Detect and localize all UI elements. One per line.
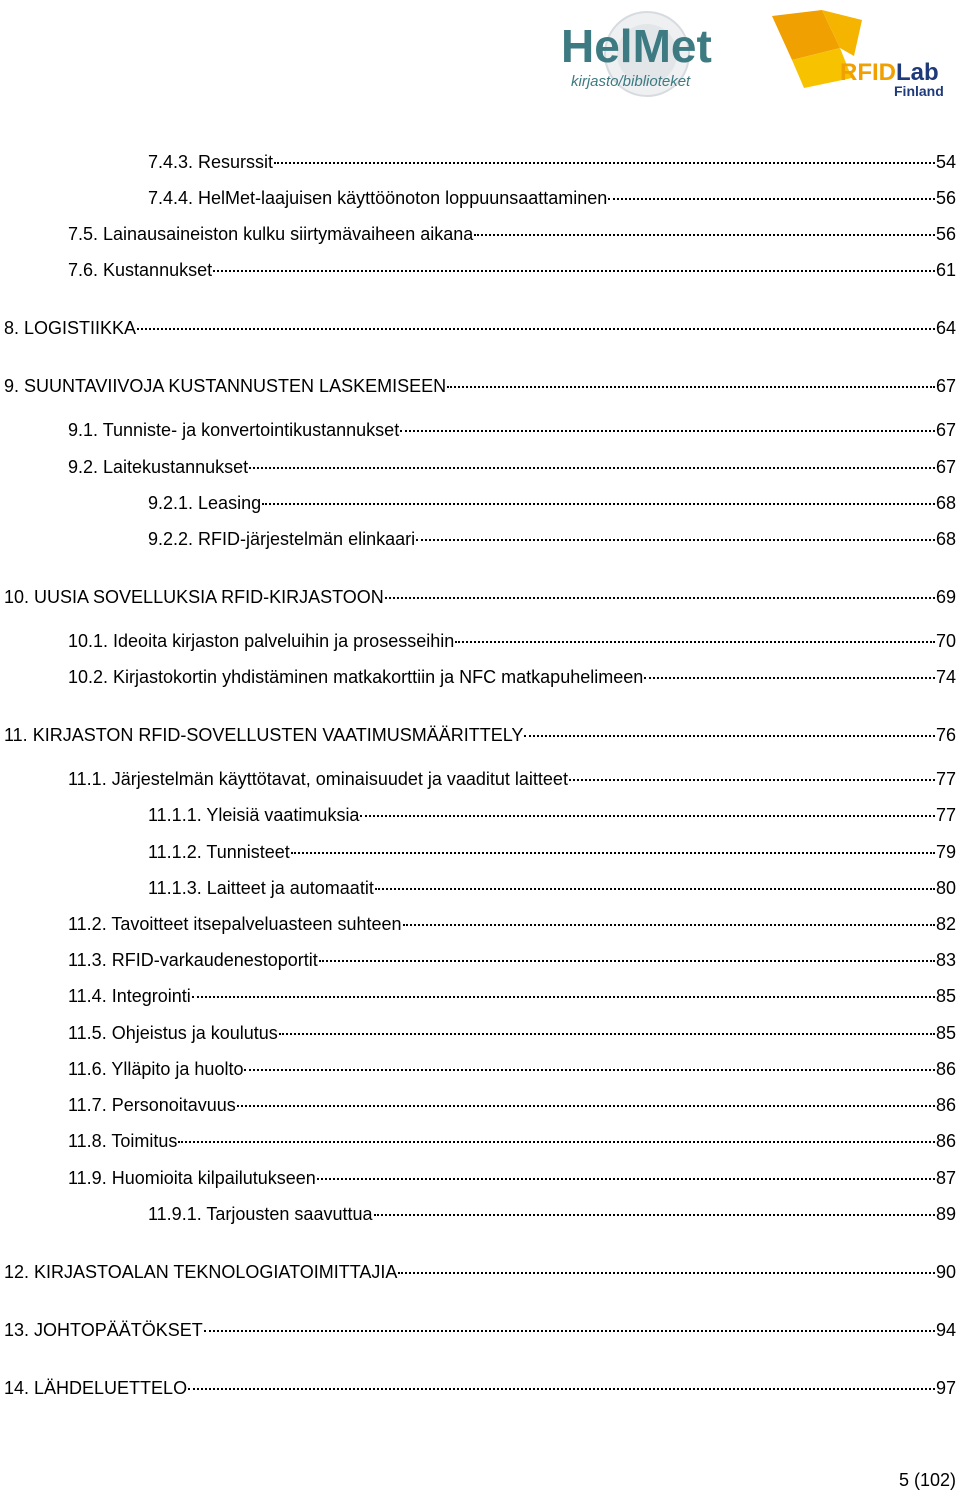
toc-entry[interactable] [148, 150, 956, 174]
toc-entry-page: 82 [935, 914, 956, 934]
toc-entry-page: 54 [935, 152, 956, 172]
toc-entry-title: 11.9.1. Tarjousten saavuttua [148, 1204, 373, 1224]
toc-entry-title: 11. KIRJASTON RFID-SOVELLUSTEN VAATIMUSMÄÄRITTELY [4, 725, 524, 745]
toc-entry-title: 11.4. Integrointi [68, 986, 191, 1006]
toc-entry-title: 9.2.2. RFID-järjestelmän elinkaari [148, 529, 416, 549]
toc-entry-page: 83 [935, 950, 956, 970]
toc-dot-leader [178, 1141, 935, 1143]
helmet-logo-subtitle: kirjasto/biblioteket [571, 73, 691, 90]
toc-entry[interactable] [68, 767, 956, 791]
toc-entry-title: 7.4.4. HelMet-laajuisen käyttöönoton loppuunsaattaminen [148, 188, 608, 208]
helmet-logo [555, 6, 735, 101]
toc-entry-title: 11.3. RFID-varkaudenestoportit [68, 950, 318, 970]
toc-entry-page: 68 [935, 529, 956, 549]
toc-entry-page: 90 [935, 1262, 956, 1282]
rfidlab-logo-wordmark: RFIDLab [840, 59, 939, 86]
toc-entry[interactable] [68, 984, 956, 1008]
toc-entry-page: 85 [935, 986, 956, 1006]
toc-entry-title: 11.1.2. Tunnisteet [148, 842, 290, 862]
toc-entry-title: 9.1. Tunniste- ja konvertointikustannukset [68, 420, 400, 440]
toc-entry[interactable] [148, 876, 956, 900]
toc-dot-leader [524, 735, 935, 737]
toc-entry-title: 11.8. Toimitus [68, 1131, 178, 1151]
toc-dot-leader [416, 539, 935, 541]
toc-entry[interactable] [68, 629, 956, 653]
toc-entry-title: 7.6. Kustannukset [68, 260, 213, 280]
toc-entry-page: 79 [935, 842, 956, 862]
toc-entry-page: 80 [935, 878, 956, 898]
toc-dot-leader [385, 597, 935, 599]
toc-entry[interactable] [68, 1166, 956, 1190]
toc-entry-title: 11.2. Tavoitteet itsepalveluasteen suhteen [68, 914, 402, 934]
toc-entry-title: 11.9. Huomioita kilpailutukseen [68, 1168, 316, 1188]
toc-dot-leader [403, 924, 935, 926]
toc-entry[interactable] [4, 374, 956, 398]
rfidlab-logo [762, 8, 947, 100]
toc-entry-page: 69 [935, 587, 956, 607]
page-number: 5 (102) [898, 1470, 956, 1490]
toc-dot-leader [137, 328, 935, 330]
toc-entry[interactable] [4, 1318, 956, 1342]
toc-entry[interactable] [148, 803, 956, 827]
toc-entry[interactable] [68, 1021, 956, 1045]
toc-dot-leader [213, 270, 935, 272]
toc-entry[interactable] [68, 665, 956, 689]
toc-dot-leader [398, 1272, 935, 1274]
toc-dot-leader [644, 677, 935, 679]
toc-entry[interactable] [148, 491, 956, 515]
toc-entry-title: 14. LÄHDELUETTELO [4, 1378, 188, 1398]
toc-entry-page: 85 [935, 1023, 956, 1043]
toc-dot-leader [317, 1178, 935, 1180]
toc-entry-page: 56 [935, 188, 956, 208]
toc-entry[interactable] [68, 912, 956, 936]
toc-entry-page: 77 [935, 805, 956, 825]
toc-entry-page: 89 [935, 1204, 956, 1224]
toc-entry-title: 11.1.3. Laitteet ja automaatit [148, 878, 374, 898]
toc-dot-leader [274, 162, 935, 164]
toc-entry[interactable] [68, 222, 956, 246]
toc-entry[interactable] [148, 186, 956, 210]
toc-entry-page: 56 [935, 224, 956, 244]
toc-entry[interactable] [4, 1376, 956, 1400]
toc-entry-page: 86 [935, 1095, 956, 1115]
toc-entry-page: 67 [935, 376, 956, 396]
toc-entry-page: 87 [935, 1168, 956, 1188]
toc-dot-leader [360, 815, 935, 817]
toc-entry-page: 67 [935, 420, 956, 440]
toc-entry-page: 97 [935, 1378, 956, 1398]
toc-dot-leader [374, 1214, 935, 1216]
toc-dot-leader [244, 1069, 935, 1071]
toc-dot-leader [279, 1033, 935, 1035]
toc-dot-leader [455, 641, 935, 643]
toc-entry-title: 11.1.1. Yleisiä vaatimuksia [148, 805, 360, 825]
toc-dot-leader [319, 960, 935, 962]
toc-dot-leader [447, 386, 935, 388]
toc-entry-title: 12. KIRJASTOALAN TEKNOLOGIATOIMITTAJIA [4, 1262, 398, 1282]
toc-dot-leader [400, 430, 935, 432]
toc-entry-title: 9.2. Laitekustannukset [68, 457, 249, 477]
toc-entry[interactable] [68, 1129, 956, 1153]
toc-entry-title: 10. UUSIA SOVELLUKSIA RFID-KIRJASTOON [4, 587, 384, 607]
toc-entry-page: 86 [935, 1131, 956, 1151]
toc-entry[interactable] [68, 418, 956, 442]
toc-dot-leader [237, 1105, 935, 1107]
toc-entry[interactable] [68, 258, 956, 282]
rfidlab-logo-subtitle: Finland [894, 83, 944, 99]
toc-entry-title: 7.4.3. Resurssit [148, 152, 274, 172]
toc-entry[interactable] [148, 1202, 956, 1226]
toc-entry[interactable] [68, 455, 956, 479]
toc-dot-leader [262, 503, 935, 505]
toc-dot-leader [291, 852, 935, 854]
page-header [0, 0, 960, 110]
toc-entry-title: 11.6. Ylläpito ja huolto [68, 1059, 244, 1079]
helmet-logo-wordmark: HelMet [561, 20, 712, 72]
toc-entry[interactable] [4, 316, 956, 340]
toc-dot-leader [192, 996, 935, 998]
toc-entry-title: 10.1. Ideoita kirjaston palveluihin ja prosesseihin [68, 631, 455, 651]
toc-entry-title: 10.2. Kirjastokortin yhdistäminen matkakorttiin ja NFC matkapuhelimeen [68, 667, 644, 687]
toc-entry-title: 7.5. Lainausaineiston kulku siirtymävaiheen aikana [68, 224, 474, 244]
toc-entry-title: 8. LOGISTIIKKA [4, 318, 137, 338]
toc-entry-page: 68 [935, 493, 956, 513]
toc-entry-page: 74 [935, 667, 956, 687]
toc-dot-leader [375, 888, 935, 890]
toc-entry-title: 13. JOHTOPÄÄTÖKSET [4, 1320, 203, 1340]
toc-entry[interactable] [4, 723, 956, 747]
toc-entry[interactable] [148, 840, 956, 864]
toc-entry-page: 76 [935, 725, 956, 745]
toc-entry-title: 11.5. Ohjeistus ja koulutus [68, 1023, 278, 1043]
toc-entry[interactable] [4, 585, 956, 609]
toc-entry[interactable] [68, 948, 956, 972]
toc-entry-page: 61 [935, 260, 956, 280]
toc-dot-leader [569, 779, 935, 781]
toc-entry[interactable] [148, 527, 956, 551]
toc-entry-page: 64 [935, 318, 956, 338]
toc-entry-page: 86 [935, 1059, 956, 1079]
toc-entry[interactable] [4, 1260, 956, 1284]
toc-entry-title: 11.1. Järjestelmän käyttötavat, ominaisuudet ja vaaditut laitteet [68, 769, 568, 789]
toc-entry-title: 9. SUUNTAVIIVOJA KUSTANNUSTEN LASKEMISEEN [4, 376, 447, 396]
toc-entry-page: 67 [935, 457, 956, 477]
toc-entry-page: 77 [935, 769, 956, 789]
toc-dot-leader [188, 1388, 935, 1390]
toc-entry-title: 9.2.1. Leasing [148, 493, 262, 513]
toc-dot-leader [249, 467, 935, 469]
toc-dot-leader [474, 234, 935, 236]
toc-dot-leader [608, 198, 935, 200]
toc-dot-leader [204, 1330, 935, 1332]
toc-entry[interactable] [68, 1093, 956, 1117]
toc-entry-page: 70 [935, 631, 956, 651]
toc-entry[interactable] [68, 1057, 956, 1081]
toc-entry-page: 94 [935, 1320, 956, 1340]
toc-entry-title: 11.7. Personoitavuus [68, 1095, 236, 1115]
